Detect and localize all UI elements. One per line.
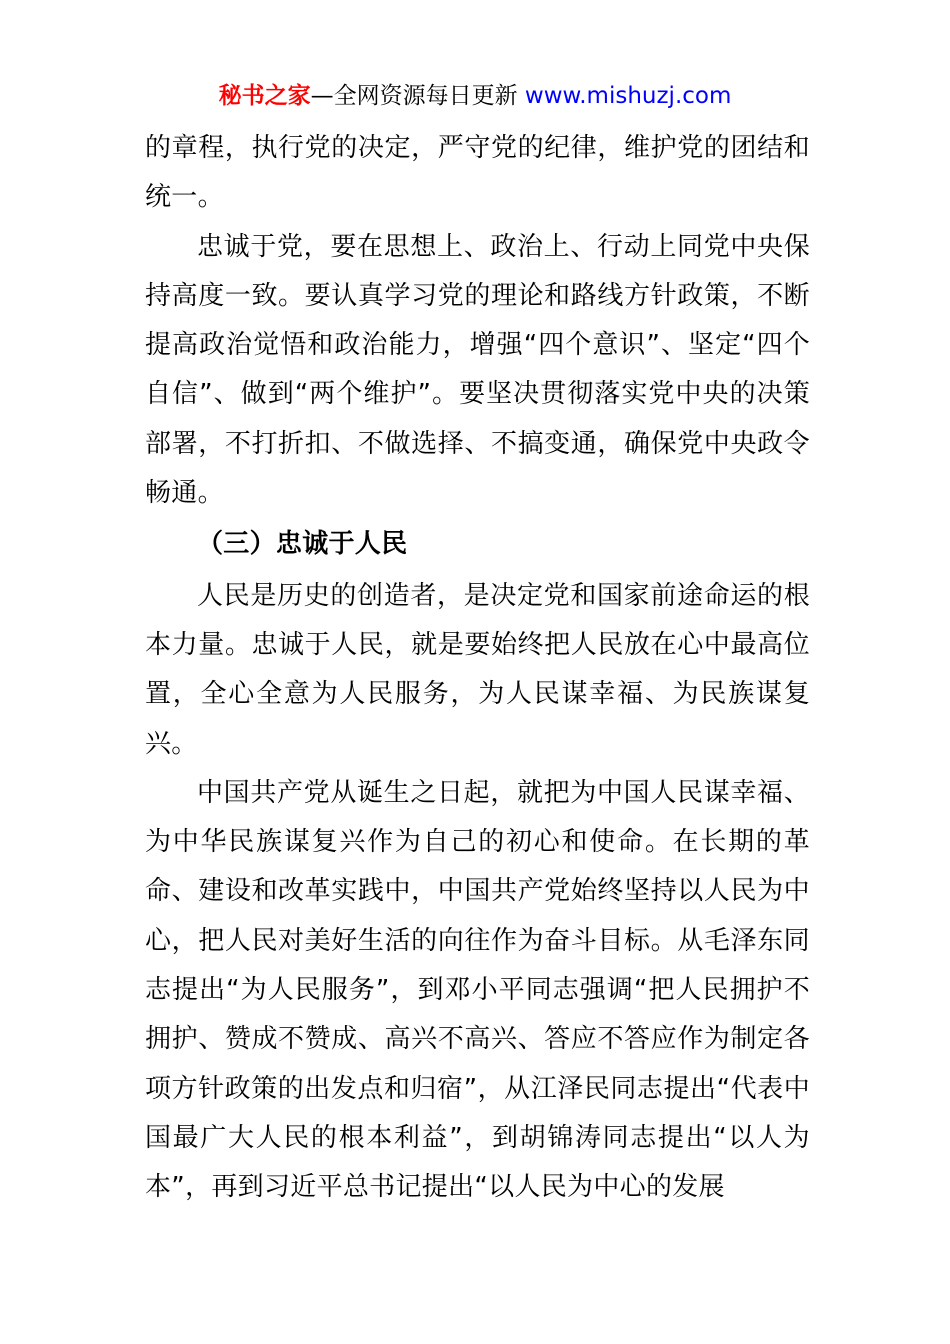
paragraph-continuation: 的章程，执行党的决定，严守党的纪律，维护党的团结和统一。 bbox=[145, 133, 810, 213]
site-name: 秘书之家 bbox=[218, 83, 311, 109]
site-header bbox=[0, 80, 950, 112]
site-url-link[interactable]: www.mishuzj.com bbox=[524, 83, 732, 109]
document-body bbox=[145, 124, 810, 1213]
paragraph: 中国共产党从诞生之日起，就把为中国人民谋幸福、为中华民族谋复兴作为自己的初心和使命。在长期的革命、建设和改革实践中，中国共产党始终坚持以人民为中心，把人民对美好生活的向往作为奋斗目标。从毛泽东同志提出“为人民服务”，到邓小平同志强调“把人民拥护不拥护、赞成不赞成、高兴不高兴、答应不答应作为制定各项方针政策的出发点和归宿”，从江泽民同志提出“代表中国最广大人民的根本利益”，到胡锦涛同志提出“以人为本”，再到习近平总书记提出“以人民为中心的发展 bbox=[145, 777, 810, 1203]
site-tagline: —全网资源每日更新 bbox=[310, 83, 518, 109]
section-heading: （三）忠诚于人民 bbox=[197, 529, 408, 560]
paragraph: 人民是历史的创造者，是决定党和国家前途命运的根本力量。忠诚于人民，就是要始终把人民放在心中最高位置，全心全意为人民服务，为人民谋幸福、为民族谋复兴。 bbox=[145, 580, 810, 759]
paragraph: 忠诚于党，要在思想上、政治上、行动上同党中央保持高度一致。要认真学习党的理论和路线方针政策，不断提高政治觉悟和政治能力，增强“四个意识”、坚定“四个自信”、做到“两个维护”。要坚决贯彻落实党中央的决策部署，不打折扣、不做选择、不搞变通，确保党中央政令畅通。 bbox=[145, 231, 810, 509]
